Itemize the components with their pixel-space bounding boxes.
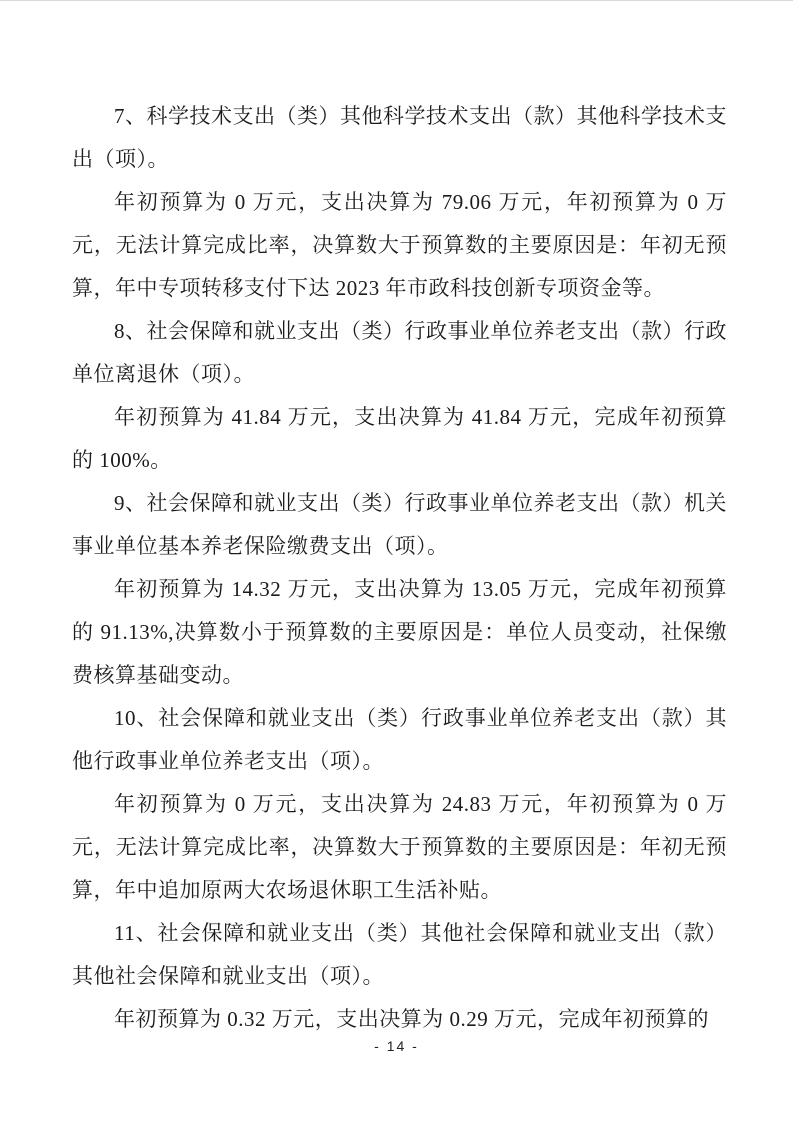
para-item9-heading: 9、社会保障和就业支出（类）行政事业单位养老支出（款）机关事业单位基本养老保险缴费支出（项）。 bbox=[72, 491, 727, 558]
document-body bbox=[72, 95, 727, 1041]
page-number: - 14 - bbox=[374, 1038, 419, 1054]
para-item7-body: 年初预算为 0 万元，支出决算为 79.06 万元，年初预算为 0 万元，无法计算完成比率，决算数大于预算数的主要原因是：年初无预算，年中专项转移支付下达 2023 年市政科技创新专项资金等。 bbox=[72, 190, 727, 300]
para-item11-body: 年初预算为 0.32 万元，支出决算为 0.29 万元，完成年初预算的 bbox=[114, 1007, 709, 1031]
para-item7-heading: 7、科学技术支出（类）其他科学技术支出（款）其他科学技术支出（项）。 bbox=[72, 104, 727, 171]
para-item8-body: 年初预算为 41.84 万元，支出决算为 41.84 万元，完成年初预算的 100%。 bbox=[72, 405, 727, 472]
para-item9-body: 年初预算为 14.32 万元，支出决算为 13.05 万元，完成年初预算的 91.13%,决算数小于预算数的主要原因是：单位人员变动，社保缴费核算基础变动。 bbox=[72, 577, 727, 687]
para-item8-heading: 8、社会保障和就业支出（类）行政事业单位养老支出（款）行政单位离退休（项）。 bbox=[72, 319, 727, 386]
para-item11-heading: 11、社会保障和就业支出（类）其他社会保障和就业支出（款）其他社会保障和就业支出（项）。 bbox=[72, 921, 727, 988]
para-item10-heading: 10、社会保障和就业支出（类）行政事业单位养老支出（款）其他行政事业单位养老支出（项）。 bbox=[72, 706, 727, 773]
para-item10-body: 年初预算为 0 万元，支出决算为 24.83 万元，年初预算为 0 万元，无法计算完成比率，决算数大于预算数的主要原因是：年初无预算，年中追加原两大农场退休职工生活补贴。 bbox=[72, 792, 727, 902]
